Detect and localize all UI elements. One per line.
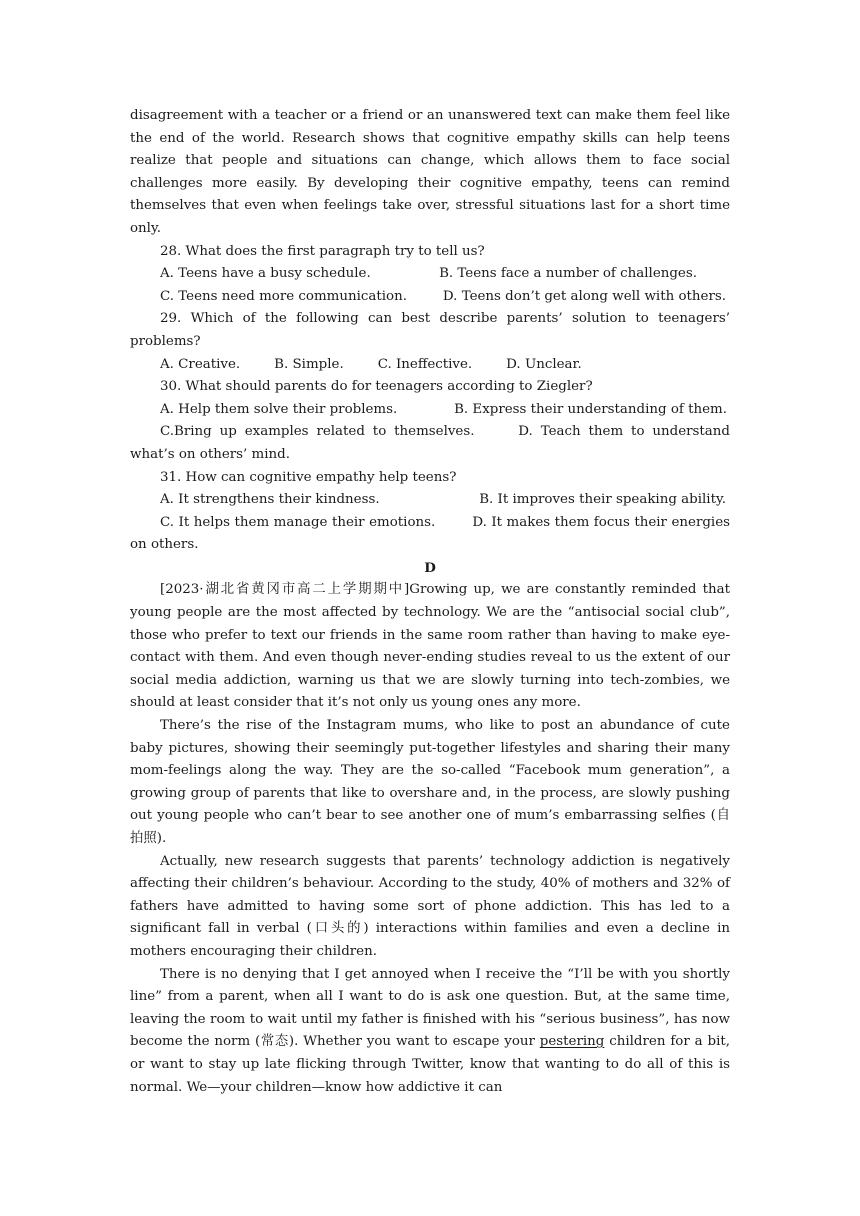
question-29-options	[130, 354, 730, 377]
question-30-option-b: B. Express their understanding of them.	[454, 401, 727, 417]
question-30-stem: 30. What should parents do for teenagers according to Ziegler?	[160, 379, 593, 395]
question-31-stem: 31. How can cognitive empathy help teens?	[160, 469, 457, 485]
section-d-source-tag: [2023·湖北省黄冈市高二上学期期中]	[160, 582, 410, 598]
question-29-option-c: C. Ineffective.	[377, 356, 473, 372]
document-page	[130, 105, 730, 1099]
question-31-option-d: D. It makes them focus their energies on others.	[130, 514, 730, 553]
passage-c-ending: disagreement with a teacher or a friend or an unanswered text can make them feel like the end of the world. Research shows that cognitive empathy skills can help teens realize that people and situations can change, which allows them to face social challenges more easily. By developing their cognitive empathy, teens can remind themselves that even when feelings take over, stressful situations last for a short time only.	[130, 108, 730, 236]
question-31-option-b: B. It improves their speaking ability.	[479, 492, 726, 508]
section-d-paragraph-3: Actually, new research suggests that parents’ technology addiction is negatively affecting their children’s behaviour. According to the study, 40% of mothers and 32% of fathers have admitted to having some sort of phone addiction. This has led to a significant fall in verbal (口头的) interactions within families and even a decline in mothers encouraging their children.	[130, 853, 730, 959]
question-29-option-d: D. Unclear.	[506, 356, 582, 372]
question-31-option-a: A. It strengthens their kindness.	[160, 492, 380, 508]
underlined-word-pestering: pestering	[539, 1034, 605, 1050]
question-28-option-c: C. Teens need more communication.	[160, 288, 407, 304]
question-28-options-row2	[130, 286, 730, 309]
question-31-options-row2	[130, 512, 730, 557]
section-d-heading: D	[424, 559, 436, 576]
question-28-option-d: D. Teens don’t get along well with others.	[442, 288, 726, 304]
section-d-paragraph-4-text-after: children for a bit, or want to stay up late flicking through Twitter, know that wanting to do all of this is normal. We—your children—know how addictive it can	[130, 1034, 730, 1095]
question-30-option-c: C.Bring up examples related to themselves.	[160, 424, 475, 440]
question-30-option-a: A. Help them solve their problems.	[160, 401, 398, 417]
question-30-option-d: D. Teach them to understand what’s on others’ mind.	[130, 424, 730, 462]
question-28-option-a: A. Teens have a busy schedule.	[160, 266, 371, 282]
question-28-options-row1	[130, 263, 730, 286]
section-d-paragraph-2: There’s the rise of the Instagram mums, who like to post an abundance of cute baby pictures, showing their seemingly put-together lifestyles and sharing their many mom-feelings along the way. They are the so-called “Facebook mum generation”, a growing group of parents that like to overshare and, in the process, are slowly pushing out young people who can’t bear to see another one of mum’s embarrassing selfies (自拍照).	[130, 718, 730, 846]
question-28-option-b: B. Teens face a number of challenges.	[439, 266, 697, 282]
question-31-option-c: C. It helps them manage their emotions.	[160, 514, 436, 530]
question-30-options-row1	[130, 399, 730, 422]
question-28-stem: 28. What does the first paragraph try to tell us?	[160, 243, 485, 259]
question-31-options-row1	[130, 489, 730, 512]
question-29-option-a: A. Creative.	[160, 356, 241, 372]
question-30-options-row2	[130, 421, 730, 466]
section-d-paragraph-1	[130, 579, 730, 715]
question-29-option-b: B. Simple.	[274, 356, 344, 372]
section-d-paragraph-4-text-before: There is no denying that I get annoyed when I receive the “I’ll be with you shortly line” from a parent, when all I want to do is ask one question. But, at the same time, leaving the room to wait until my father is finished with his “serious business”, has now become the norm (常态). Whether you want to escape your	[130, 966, 730, 1050]
section-d-paragraph-4	[130, 964, 730, 1100]
section-d-paragraph-1-text: Growing up, we are constantly reminded that young people are the most affected by technology. We are the “antisocial social club”, those who prefer to text our friends in the same room rather than having to make eye-contact with them. And even though never-ending studies reveal to us the extent of our social media addiction, warning us that we are slowly turning into tech-zombies, we should at least consider that it’s not only us young ones any more.	[130, 582, 730, 711]
question-29-stem: 29. Which of the following can best describe parents’ solution to teenagers’ problems?	[130, 311, 730, 349]
